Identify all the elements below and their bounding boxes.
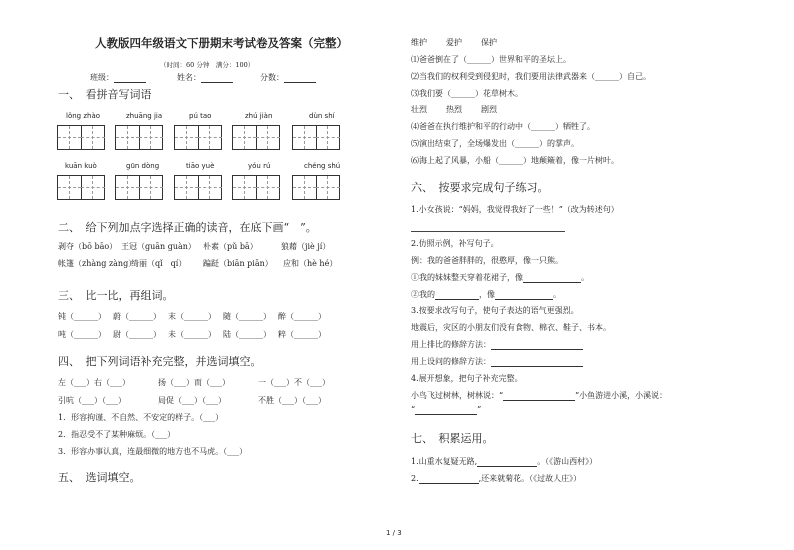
word-choice: 保护 xyxy=(481,38,497,47)
fill-sentence: ②我的 ，像 。 xyxy=(411,290,561,299)
compare-item[interactable]: 末（______） xyxy=(168,312,216,321)
pronunciation-item[interactable]: 应和（hè hé） xyxy=(283,259,338,268)
question-item: 2.仿照示例，补写句子。 xyxy=(411,239,499,248)
idiom-item[interactable]: 引吭（___）（___） xyxy=(58,396,126,405)
pronunciation-item[interactable]: 朴素（pǔ bā） xyxy=(203,242,258,251)
pronunciation-item[interactable]: 狼藉（jiè jí） xyxy=(281,242,331,251)
section-2-title: 二、 给下列加点字选择正确的读音，在底下画“ ”。 xyxy=(58,221,317,234)
compare-item[interactable]: 蔚（______） xyxy=(113,312,161,321)
fill-sentence[interactable]: ⑷爸爸在执行维护和平的行动中（______）牺牲了。 xyxy=(411,122,595,131)
answer-blank[interactable] xyxy=(491,357,583,367)
answer-blank[interactable] xyxy=(419,474,479,484)
pronunciation-item[interactable]: 绮丽（qǐ qí） xyxy=(131,259,187,268)
word-choice: 剧烈 xyxy=(481,105,497,114)
compare-item[interactable]: 随（______） xyxy=(223,312,271,321)
score-blank[interactable] xyxy=(284,73,316,83)
fill-sentence: 小鸟飞过树林，树林说：“ ”小鱼游进小溪，小溪说： xyxy=(411,391,668,400)
fill-sentence: 2. ,还来就菊花。（《过故人庄》） xyxy=(411,474,582,483)
fill-sentence[interactable]: ⑶我们要（______）花草树木。 xyxy=(411,89,523,98)
answer-blank[interactable] xyxy=(491,340,583,350)
pinyin: zhuāng jia xyxy=(126,112,163,120)
section-6-title: 六、 按要求完成句子练习。 xyxy=(411,181,549,194)
fill-sentence[interactable]: ⑸演出结束了，全场爆发出（______）的掌声。 xyxy=(411,139,579,148)
fill-sentence: “ ” xyxy=(411,405,482,414)
answer-blank[interactable] xyxy=(415,405,477,415)
pronunciation-item[interactable]: 帐篷（zhàng zàng） xyxy=(58,259,137,268)
section-3-title: 三、 比一比，再组词。 xyxy=(58,289,174,302)
question-item[interactable]: 1．形容拘谨、不自然、不安定的样子。（___） xyxy=(58,413,224,422)
fill-sentence[interactable]: ⑴爸爸倒在了（______）世界和平的圣坛上。 xyxy=(411,55,571,64)
page-title: 人教版四年级语文下册期末考试卷及答案（完整） xyxy=(95,36,348,50)
pronunciation-item[interactable]: 王冠（guān guàn） xyxy=(121,242,196,251)
compare-item[interactable]: 吨（______） xyxy=(58,330,106,339)
writing-box[interactable] xyxy=(292,125,340,150)
answer-blank[interactable] xyxy=(435,290,479,300)
compare-item[interactable]: 钝（______） xyxy=(58,312,106,321)
sentence-text: 地震后，灾区的小朋友们没有食物、棉衣、鞋子、书本。 xyxy=(411,323,611,332)
fill-sentence: 用上排比的修辞方法： xyxy=(411,340,583,350)
question-item[interactable]: 2．指忍受不了某种麻烦。（___） xyxy=(58,430,176,439)
answer-blank[interactable] xyxy=(495,290,553,300)
idiom-item[interactable]: 扬（___）而（___） xyxy=(158,378,230,387)
writing-box[interactable] xyxy=(292,175,340,200)
writing-box[interactable] xyxy=(57,125,105,150)
answer-line[interactable] xyxy=(411,231,565,232)
pinyin: kuān kuò xyxy=(65,162,97,170)
section-4-title: 四、 把下列词语补充完整，并选词填空。 xyxy=(58,355,262,368)
question-item[interactable]: 3．形容办事认真，连最细微的地方也不马虎。（___） xyxy=(58,447,248,456)
pinyin: pú tao xyxy=(189,112,212,120)
class-field: 班级： xyxy=(90,73,146,83)
writing-box[interactable] xyxy=(232,175,280,200)
pinyin: yóu rú xyxy=(248,162,271,170)
idiom-item[interactable]: 左（___）右（___） xyxy=(58,378,130,387)
writing-box[interactable] xyxy=(174,175,222,200)
answer-blank[interactable] xyxy=(477,457,537,467)
fill-sentence: ①我的妹妹整天穿着花裙子，像 。 xyxy=(411,273,589,282)
answer-blank[interactable] xyxy=(503,391,575,401)
compare-item[interactable]: 粹（______） xyxy=(278,330,326,339)
word-choice: 壮烈 xyxy=(411,105,427,114)
section-5-title: 五、 选词填空。 xyxy=(58,471,141,484)
score-field: 分数： xyxy=(260,73,316,83)
name-blank[interactable] xyxy=(201,73,233,83)
fill-sentence: 1.山重水复疑无路, 。（《游山西村》） xyxy=(411,457,598,466)
pinyin: tiāo yuè xyxy=(186,162,215,170)
question-item: 1.小女孩说：“妈妈，我觉得我好了一些！”（改为转述句） xyxy=(411,205,619,214)
name-field: 姓名： xyxy=(177,73,233,83)
compare-item[interactable]: 陆（______） xyxy=(223,330,271,339)
idiom-item[interactable]: 一（___）不（___） xyxy=(258,378,330,387)
pinyin: dùn shí xyxy=(309,112,335,120)
idiom-item[interactable]: 不胜（___）（___） xyxy=(258,396,326,405)
fill-sentence: 用上设问的修辞方法： xyxy=(411,357,583,367)
compare-item[interactable]: 醉（______） xyxy=(278,312,326,321)
page-number: 1 / 3 xyxy=(386,529,402,537)
pinyin: zhú jiàn xyxy=(245,112,273,120)
writing-box[interactable] xyxy=(115,125,163,150)
compare-item[interactable]: 尉（______） xyxy=(113,330,161,339)
example-text: 例：我的爸爸胖胖的，很憨厚，像一只熊。 xyxy=(411,256,563,265)
word-choice: 热烈 xyxy=(446,105,462,114)
word-choice: 维护 xyxy=(411,38,427,47)
pronunciation-item[interactable]: 剥夺（bō bāo） xyxy=(58,242,118,251)
writing-box[interactable] xyxy=(232,125,280,150)
section-7-title: 七、 积累运用。 xyxy=(411,432,494,445)
pinyin: chéng shú xyxy=(304,162,341,170)
compare-item[interactable]: 未（______） xyxy=(168,330,216,339)
answer-blank[interactable] xyxy=(523,273,581,283)
question-item: 4.展开想象，把句子补充完整。 xyxy=(411,374,523,383)
fill-sentence[interactable]: ⑹海上起了风暴，小船（______）地颠簸着，像一片树叶。 xyxy=(411,156,619,165)
pinyin: gūn dòng xyxy=(126,162,160,170)
writing-box[interactable] xyxy=(57,175,105,200)
word-choice: 爱护 xyxy=(446,38,462,47)
fill-sentence[interactable]: ⑵当我们的权利受到侵犯时，我们要用法律武器来（______）自己。 xyxy=(411,72,651,81)
pinyin: lǒng zhào xyxy=(66,112,101,120)
question-item: 3.按要求改写句子，使句子表达的语气更强烈。 xyxy=(411,306,579,315)
writing-box[interactable] xyxy=(174,125,222,150)
idiom-item[interactable]: 局促（___）（___） xyxy=(158,396,226,405)
exam-meta: （时间：60 分钟 满分：100） xyxy=(160,61,255,69)
section-1-title: 一、 看拼音写词语 xyxy=(58,88,152,101)
writing-box[interactable] xyxy=(115,175,163,200)
pronunciation-item[interactable]: 蹁跹（biān piān） xyxy=(203,259,273,268)
class-blank[interactable] xyxy=(114,73,146,83)
